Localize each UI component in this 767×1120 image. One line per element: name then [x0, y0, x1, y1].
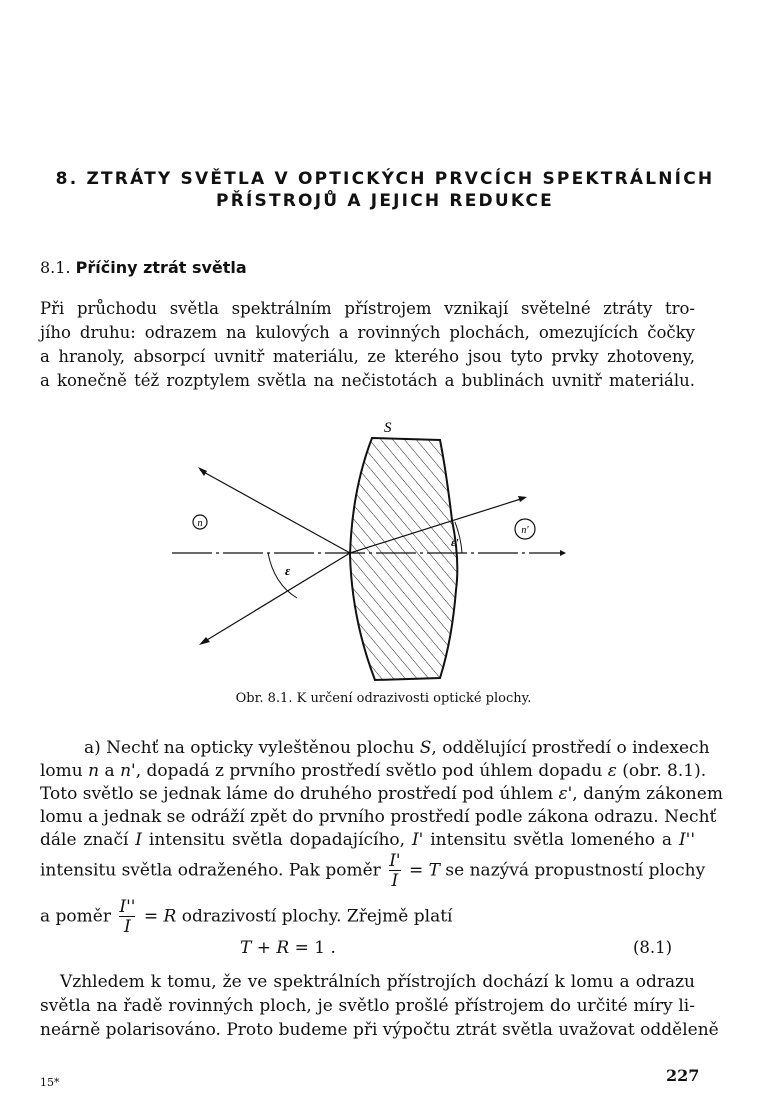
para-a-line-5: dále značí I intensitu světla dopadajícího, I' intensitu světla lomeného a I'' [40, 830, 695, 850]
label-n-prime: n' [521, 525, 529, 536]
intro-line: a hranoly, absorpcí uvnitř materiálu, ze kterého jsou tyto prvky zhotoveny, [40, 347, 695, 366]
para-a-line-3: Toto světlo se jednak láme do druhého prostředí pod úhlem ε', daným zákonem [40, 784, 723, 804]
incident-ray [197, 470, 350, 553]
incident-ray-arrow [198, 467, 207, 476]
section-number: 8.1. [40, 258, 71, 277]
section-heading [40, 258, 247, 277]
intro-line: a konečně též rozptylem světla na nečistotách a bublinách uvnitř materiálu. [40, 371, 695, 390]
refracted-ray-arrow [518, 496, 527, 502]
page-number: 227 [666, 1066, 700, 1085]
label-eps: ε [285, 563, 291, 578]
para-a-line-6: intensitu světla odraženého. Pak poměr $\frac{I'}{I}$ = T se nazývá propustností plochy [40, 851, 706, 891]
equation-8-1: T + R = 1 . [240, 938, 336, 958]
equation-number: (8.1) [633, 938, 673, 957]
label-eps-prime: ε' [451, 537, 459, 549]
para-a-line-2: lomu n a n', dopadá z prvního prostředí světlo pod úhlem dopadu ε (obr. 8.1). [40, 761, 707, 781]
angle-arc-eps [268, 553, 297, 598]
signature-mark: 15* [40, 1076, 60, 1089]
intro-line: Při průchodu světla spektrálním přístrojem vznikají světelné ztráty tro- [40, 299, 695, 318]
figure-caption: Obr. 8.1. K určení odrazivosti optické plochy. [235, 691, 532, 706]
para-b-line-2: světla na řadě rovinných ploch, je světlo prošlé přístrojem do určité míry li- [40, 996, 695, 1016]
label-S: S [384, 420, 392, 436]
fraction-transmittance: $\frac{I'}{I}$ [389, 851, 401, 891]
chapter-title-line-1: 8. ZTRÁTY SVĚTLA V OPTICKÝCH PRVCÍCH SPEKTRÁLNÍCH [55, 169, 715, 189]
lens-body [350, 438, 457, 680]
fraction-reflectance: $\frac{I''}{I}$ [119, 897, 136, 937]
para-b-line-1: Vzhledem k tomu, že ve spektrálních přístrojích dochází k lomu a odrazu [60, 972, 695, 992]
refraction-figure [160, 410, 580, 690]
intro-line: jího druhu: odrazem na kulových a rovinných plochách, omezujících čočky [40, 323, 695, 342]
axis-arrow [560, 550, 566, 556]
chapter-title-line-2: PŘÍSTROJŮ A JEJICH REDUKCE [216, 191, 554, 211]
label-n: n [197, 518, 203, 529]
para-b-line-3: neárně polarisováno. Proto budeme při výpočtu ztrát světla uvažovat odděleně [40, 1020, 719, 1040]
para-a-line-4: lomu a jednak se odráží zpět do prvního prostředí podle zákona odrazu. Nechť [40, 807, 717, 827]
section-title: Příčiny ztrát světla [75, 258, 247, 277]
para-a-line-1: a) Nechť na opticky vyleštěnou plochu S, oddělující prostředí o indexech [84, 738, 710, 758]
para-a-line-7: a poměr $\frac{I''}{I}$ = R odrazivostí plochy. Zřejmě platí [40, 897, 453, 937]
reflected-ray [202, 553, 350, 643]
reflected-ray-arrow [199, 637, 210, 645]
